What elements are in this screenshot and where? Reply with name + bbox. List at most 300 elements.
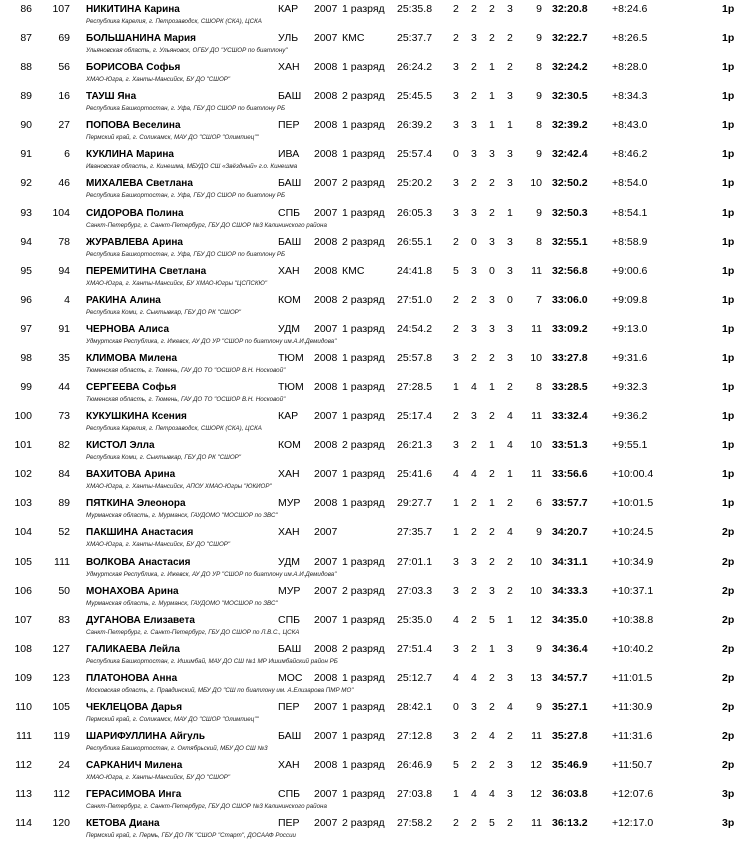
category-rank: 2р [722, 700, 735, 713]
qualification-cell: 1 разряд [342, 555, 385, 568]
shooting-stage-3: 3 [489, 293, 495, 306]
shooting-stage-3: 3 [489, 148, 495, 161]
penalty-total: 8 [536, 119, 542, 132]
birth-year: 2007 [314, 206, 338, 219]
ski-time-cell: 25:41.6 [397, 468, 433, 481]
category-rank: 1р [722, 439, 735, 452]
category-rank: 1р [722, 206, 735, 219]
time-behind: +8:54.1 [612, 206, 648, 219]
ski-time-cell: 27:58.2 [397, 817, 433, 830]
shooting-stage-3: 1 [489, 90, 495, 103]
shooting-stage-4: 3 [507, 642, 513, 655]
region-code: УЛЬ [278, 32, 299, 45]
ski-time-cell: 27:51.4 [397, 642, 433, 655]
athlete-name: ПАКШИНА Анастасия [86, 527, 194, 539]
ski-time-cell: 27:12.8 [397, 730, 433, 742]
ski-time-cell: 26:39.2 [397, 119, 433, 132]
shooting-stage-3: 2 [489, 468, 495, 481]
region-code: МОС [278, 671, 303, 684]
shooting-stage-2: 3 [471, 148, 477, 161]
table-row [0, 233, 750, 262]
birth-year: 2007 [314, 177, 338, 190]
time-behind: +12:17.0 [612, 817, 654, 830]
shooting-stage-2: 4 [471, 381, 477, 394]
ski-time-cell: 24:54.2 [397, 322, 433, 335]
shooting-stage-2: 3 [471, 700, 477, 713]
category-rank: 1р [722, 497, 735, 510]
penalty-total: 10 [530, 555, 542, 568]
bib-number-cell: 91 [58, 322, 70, 335]
table-row [0, 465, 750, 494]
shooting-stage-4: 3 [507, 90, 513, 103]
shooting-stage-3: 3 [489, 235, 495, 248]
ski-time-cell: 26:05.3 [397, 206, 433, 219]
qualification-cell: 2 разряд [342, 90, 385, 103]
penalty-total: 12 [530, 759, 542, 772]
bib-number-cell: 120 [52, 817, 70, 830]
shooting-stage-2: 2 [471, 293, 477, 306]
penalty-total: 11 [531, 322, 542, 335]
shooting-stage-3: 2 [489, 759, 495, 772]
region-code: БАШ [278, 177, 302, 190]
ski-time-cell: 28:42.1 [397, 700, 433, 713]
athlete-name: БОРИСОВА Софья [86, 62, 181, 74]
shooting-stage-1: 2 [453, 32, 459, 45]
penalty-total: 10 [530, 439, 542, 452]
birth-year: 2007 [314, 700, 338, 713]
table-row [0, 87, 750, 116]
athlete-name: КУКУШКИНА Ксения [86, 411, 187, 423]
club-affiliation: Республика Башкортостан, г. Октябрьский, МБУ ДО СШ №3 [86, 745, 268, 752]
shooting-stage-2: 3 [471, 32, 477, 45]
qualification-cell: 1 разряд [342, 700, 385, 713]
shooting-stage-2: 2 [471, 642, 477, 655]
qualification-cell: 1 разряд [342, 3, 385, 15]
penalty-total: 11 [531, 410, 542, 423]
athlete-name: БОЛЬШАНИНА Мария [86, 33, 196, 45]
time-behind: +10:38.8 [612, 613, 654, 626]
qualification-cell: 1 разряд [342, 410, 385, 423]
category-rank: 1р [722, 381, 735, 394]
shooting-stage-4: 3 [507, 235, 513, 248]
time-behind: +8:34.3 [612, 90, 648, 103]
category-rank: 2р [722, 642, 735, 655]
region-code: КОМ [278, 439, 301, 452]
penalty-total: 9 [536, 526, 542, 539]
shooting-stage-1: 0 [453, 700, 459, 713]
qualification-cell: 1 разряд [342, 468, 385, 481]
penalty-total: 10 [530, 584, 542, 597]
shooting-stage-2: 3 [471, 322, 477, 335]
penalty-total: 6 [536, 497, 542, 510]
result-time: 33:09.2 [552, 322, 588, 335]
bib-number-cell: 73 [58, 410, 70, 423]
athlete-name: КУКЛИНА Марина [86, 149, 174, 161]
bib-number-cell: 83 [58, 613, 70, 626]
shooting-stage-2: 2 [471, 61, 477, 74]
birth-year: 2007 [314, 32, 338, 45]
region-code: ПЕР [278, 700, 300, 713]
shooting-stage-1: 4 [453, 671, 459, 684]
birth-year: 2008 [314, 235, 338, 248]
penalty-total: 9 [536, 206, 542, 219]
shooting-stage-4: 2 [507, 817, 513, 830]
category-rank: 1р [722, 177, 735, 190]
birth-year: 2007 [314, 584, 338, 597]
ski-time-cell: 27:28.5 [397, 381, 433, 394]
shooting-stage-3: 1 [489, 497, 495, 510]
birth-year: 2007 [314, 3, 338, 15]
shooting-stage-2: 2 [471, 526, 477, 539]
qualification-cell: 1 разряд [342, 381, 385, 394]
bib-number-cell: 105 [52, 700, 70, 713]
athlete-name: ЧЕРНОВА Алиса [86, 323, 170, 335]
region-code: ИВА [278, 148, 300, 161]
time-behind: +8:26.5 [612, 32, 648, 45]
region-code: ПЕР [278, 119, 300, 132]
qualification-cell: 2 разряд [342, 642, 385, 655]
penalty-total: 9 [536, 148, 542, 161]
shooting-stage-4: 1 [507, 468, 513, 481]
table-row [0, 669, 750, 698]
athlete-name: САРКАНИЧ Милена [86, 760, 183, 772]
club-affiliation: Республика Карелия, г. Петрозаводск, СШОРК (СКА), ЦСКА [86, 18, 262, 25]
athlete-name: МИХАЛЕВА Светлана [86, 178, 193, 190]
shooting-stage-4: 3 [507, 322, 513, 335]
table-row [0, 58, 750, 87]
shooting-stage-3: 2 [489, 206, 495, 219]
athlete-name: ЖУРАВЛЕВА Арина [86, 236, 183, 248]
region-code: ТЮМ [278, 381, 304, 394]
position-cell: 102 [14, 468, 32, 481]
shooting-stage-4: 3 [507, 788, 513, 801]
shooting-stage-3: 2 [489, 32, 495, 45]
category-rank: 2р [722, 613, 735, 626]
qualification-cell: КМС [342, 264, 365, 277]
shooting-stage-4: 4 [507, 439, 513, 452]
category-rank: 2р [722, 526, 735, 539]
birth-year: 2007 [314, 468, 338, 481]
position-cell: 99 [20, 381, 32, 394]
shooting-stage-1: 3 [453, 439, 459, 452]
birth-year: 2008 [314, 381, 338, 394]
result-time: 32:55.1 [552, 235, 588, 248]
shooting-stage-4: 1 [507, 119, 513, 132]
shooting-stage-3: 5 [489, 817, 495, 830]
shooting-stage-1: 1 [453, 381, 459, 394]
athlete-name: ТАУШ Яна [86, 91, 137, 103]
qualification-cell: КМС [342, 32, 365, 45]
shooting-stage-2: 0 [471, 235, 477, 248]
shooting-stage-4: 2 [507, 61, 513, 74]
shooting-stage-3: 5 [489, 613, 495, 626]
penalty-total: 8 [536, 235, 542, 248]
shooting-stage-2: 2 [471, 177, 477, 190]
shooting-stage-2: 3 [471, 410, 477, 423]
shooting-stage-2: 3 [471, 206, 477, 219]
qualification-cell: 1 разряд [342, 119, 385, 132]
bib-number-cell: 27 [58, 119, 70, 132]
table-row [0, 756, 750, 785]
shooting-stage-1: 5 [453, 759, 459, 772]
table-row [0, 116, 750, 145]
shooting-stage-2: 3 [471, 555, 477, 568]
shooting-stage-2: 2 [471, 90, 477, 103]
club-affiliation: Санкт-Петербург, г. Санкт-Петербург, ГБУ ДО СШОР №3 Калининского района [86, 803, 327, 811]
athlete-name: ШАРИФУЛЛИНА Айгуль [86, 731, 206, 742]
qualification-cell: 1 разряд [342, 497, 385, 510]
shooting-stage-3: 2 [489, 351, 495, 364]
shooting-stage-3: 4 [489, 730, 495, 742]
shooting-stage-4: 2 [507, 32, 513, 45]
qualification-cell: 1 разряд [342, 351, 385, 364]
result-time: 32:20.8 [552, 3, 588, 15]
penalty-total: 9 [536, 32, 542, 45]
region-code: ТЮМ [278, 351, 304, 364]
athlete-name: ВАХИТОВА Арина [86, 469, 176, 481]
shooting-stage-3: 1 [489, 642, 495, 655]
table-row [0, 320, 750, 349]
birth-year: 2007 [314, 410, 338, 423]
position-cell: 93 [20, 206, 32, 219]
birth-year: 2008 [314, 439, 338, 452]
club-affiliation: ХМАО-Югра, г. Ханты-Мансийск, АПОУ ХМАО-Югры "ЮКИОР" [86, 483, 272, 491]
ski-time-cell: 29:27.7 [397, 497, 433, 510]
region-code: ХАН [278, 61, 300, 74]
club-affiliation: Республика Коми, г. Сыктывкар, ГБУ ДО РК "СШОР" [86, 308, 242, 316]
birth-year: 2008 [314, 759, 338, 772]
club-affiliation: Ивановская область, г. Кинешма, МБУДО СШ «Звёздный» г.о. Кинешма [86, 163, 298, 171]
shooting-stage-4: 2 [507, 555, 513, 568]
region-code: КАР [278, 3, 299, 15]
club-affiliation: Республика Карелия, г. Петрозаводск, СШОРК (СКА), ЦСКА [86, 425, 262, 433]
bib-number-cell: 6 [64, 148, 70, 161]
penalty-total: 9 [536, 642, 542, 655]
athlete-name: ЧЕКЛЕЦОВА Дарья [86, 701, 183, 713]
bib-number-cell: 94 [58, 264, 70, 277]
category-rank: 1р [722, 322, 735, 335]
time-behind: +8:24.6 [612, 3, 648, 15]
club-affiliation: Мурманская область, г. Мурманск, ГАУДОМО "МОСШОР по ЗВС" [86, 599, 278, 607]
ski-time-cell: 27:51.0 [397, 293, 433, 306]
bib-number-cell: 84 [58, 468, 70, 481]
shooting-stage-2: 2 [471, 351, 477, 364]
club-affiliation: Республика Башкортостан, г. Уфа, ГБУ ДО СШОР по биатлону РБ [86, 250, 286, 258]
shooting-stage-4: 2 [507, 497, 513, 510]
club-affiliation: Московская область, г. Правдинский, МБУ ДО "СШ по биатлону им. А.Елизарова ПМР МО" [86, 686, 354, 694]
time-behind: +10:24.5 [612, 526, 654, 539]
ski-time-cell: 25:45.5 [397, 90, 433, 103]
shooting-stage-1: 3 [453, 555, 459, 568]
region-code: МУР [278, 497, 301, 510]
club-affiliation: ХМАО-Югра, г. Ханты-Мансийск, БУ ДО "СШОР" [86, 76, 231, 84]
position-cell: 86 [20, 3, 32, 15]
shooting-stage-4: 0 [507, 293, 513, 306]
qualification-cell: 2 разряд [342, 817, 385, 830]
time-behind: +8:54.0 [612, 177, 648, 190]
position-cell: 108 [14, 642, 32, 655]
category-rank: 1р [722, 293, 735, 306]
region-code: ХАН [278, 526, 300, 539]
penalty-total: 12 [530, 613, 542, 626]
position-cell: 95 [20, 264, 32, 277]
bib-number-cell: 123 [52, 671, 70, 684]
position-cell: 109 [14, 671, 32, 684]
result-time: 35:46.9 [552, 759, 588, 772]
category-rank: 1р [722, 235, 735, 248]
penalty-total: 11 [531, 264, 542, 277]
shooting-stage-2: 4 [471, 788, 477, 801]
birth-year: 2008 [314, 90, 338, 103]
shooting-stage-1: 3 [453, 177, 459, 190]
region-code: БАШ [278, 235, 302, 248]
shooting-stage-1: 3 [453, 584, 459, 597]
position-cell: 91 [20, 148, 32, 161]
category-rank: 1р [722, 148, 735, 161]
birth-year: 2007 [314, 730, 338, 742]
shooting-stage-1: 4 [453, 613, 459, 626]
position-cell: 110 [15, 700, 32, 713]
qualification-cell: 2 разряд [342, 177, 385, 190]
ski-time-cell: 25:17.4 [397, 410, 433, 423]
table-row [0, 291, 750, 320]
category-rank: 1р [722, 351, 735, 364]
category-rank: 1р [722, 468, 735, 481]
result-time: 34:36.4 [552, 642, 588, 655]
athlete-name: КИСТОЛ Элла [86, 440, 155, 452]
result-time: 34:20.7 [552, 526, 588, 539]
shooting-stage-4: 4 [507, 410, 513, 423]
time-behind: +8:46.2 [612, 148, 648, 161]
club-affiliation: Республика Башкортостан, г. Уфа, ГБУ ДО СШОР по биатлону РБ [86, 105, 286, 113]
club-affiliation: Удмуртская Республика, г. Ижевск, АУ ДО УР "СШОР по биатлону им.А.И.Демидова" [86, 337, 337, 345]
table-row [0, 523, 750, 552]
position-cell: 98 [20, 351, 32, 364]
qualification-cell: 1 разряд [342, 206, 385, 219]
result-time: 33:06.0 [552, 293, 588, 306]
time-behind: +9:36.2 [612, 410, 648, 423]
shooting-stage-3: 2 [489, 700, 495, 713]
time-behind: +9:31.6 [612, 351, 648, 364]
shooting-stage-4: 2 [507, 381, 513, 394]
position-cell: 97 [20, 322, 32, 335]
club-affiliation: Республика Башкортостан, г. Ишимбай, МАУ ДО СШ №1 МР Ишимбайский район РБ [86, 657, 338, 665]
shooting-stage-3: 3 [489, 322, 495, 335]
ski-time-cell: 27:35.7 [397, 526, 433, 539]
position-cell: 87 [20, 32, 32, 45]
athlete-name: СИДОРОВА Полина [86, 207, 184, 219]
table-row [0, 29, 750, 58]
shooting-stage-2: 2 [471, 759, 477, 772]
ski-time-cell: 24:41.8 [397, 264, 433, 277]
shooting-stage-1: 1 [453, 788, 459, 801]
table-row [0, 349, 750, 378]
bib-number-cell: 127 [52, 642, 70, 655]
time-behind: +10:01.5 [612, 497, 654, 510]
result-time: 32:50.2 [552, 177, 588, 190]
club-affiliation: Тюменская область, г. Тюмень, ГАУ ДО ТО "ОСШОР В.Н. Носковой" [86, 396, 286, 404]
result-time: 32:30.5 [552, 90, 588, 103]
region-code: МУР [278, 584, 301, 597]
position-cell: 114 [15, 817, 32, 830]
birth-year: 2008 [314, 264, 338, 277]
penalty-total: 9 [536, 3, 542, 15]
region-code: БАШ [278, 730, 302, 742]
qualification-cell: 1 разряд [342, 730, 385, 742]
shooting-stage-3: 1 [489, 119, 495, 132]
table-row [0, 0, 750, 29]
qualification-cell: 2 разряд [342, 293, 385, 306]
position-cell: 107 [14, 613, 32, 626]
shooting-stage-2: 3 [471, 264, 477, 277]
bib-number-cell: 89 [58, 497, 70, 510]
qualification-cell: 2 разряд [342, 235, 385, 248]
time-behind: +11:31.6 [612, 730, 653, 742]
club-affiliation: Республика Башкортостан, г. Уфа, ГБУ ДО СШОР по биатлону РБ [86, 192, 286, 200]
shooting-stage-3: 1 [489, 381, 495, 394]
table-row [0, 436, 750, 465]
time-behind: +10:40.2 [612, 642, 654, 655]
club-affiliation: Тюменская область, г. Тюмень, ГАУ ДО ТО "ОСШОР В.Н. Носковой" [86, 366, 286, 374]
club-affiliation: Пермский край, г. Соликамск, МАУ ДО "СШОР "Олимпиец"" [86, 134, 259, 142]
qualification-cell: 1 разряд [342, 148, 385, 161]
region-code: УДМ [278, 322, 301, 335]
shooting-stage-1: 2 [453, 322, 459, 335]
shooting-stage-1: 3 [453, 730, 459, 742]
shooting-stage-2: 3 [471, 119, 477, 132]
club-affiliation: ХМАО-Югра, г. Ханты-Мансийск, БУ ДО "СШОР" [86, 774, 231, 782]
position-cell: 113 [15, 788, 32, 801]
region-code: СПБ [278, 788, 301, 801]
position-cell: 92 [20, 177, 32, 190]
club-affiliation: Пермский край, г. Соликамск, МАУ ДО "СШОР "Олимпиец"" [86, 715, 259, 723]
table-row [0, 174, 750, 203]
penalty-total: 10 [530, 351, 542, 364]
region-code: КОМ [278, 293, 301, 306]
club-affiliation: Санкт-Петербург, г. Санкт-Петербург, ГБУ ДО СШОР по Л.В.С., ЦСКА [86, 628, 300, 636]
bib-number-cell: 24 [58, 759, 70, 772]
birth-year: 2007 [314, 788, 338, 801]
bib-number-cell: 112 [53, 788, 70, 801]
shooting-stage-2: 2 [471, 439, 477, 452]
shooting-stage-1: 2 [453, 293, 459, 306]
position-cell: 105 [14, 555, 32, 568]
shooting-stage-3: 2 [489, 555, 495, 568]
position-cell: 112 [15, 759, 32, 772]
position-cell: 88 [20, 61, 32, 74]
athlete-name: ГЕРАСИМОВА Инга [86, 789, 182, 801]
result-time: 33:57.7 [552, 497, 588, 510]
athlete-name: МОНАХОВА Арина [86, 585, 179, 597]
shooting-stage-2: 2 [471, 613, 477, 626]
club-affiliation: ХМАО-Югра, г. Ханты-Мансийск, БУ ДО "СШОР" [86, 541, 231, 549]
ski-time-cell: 25:20.2 [397, 177, 433, 190]
birth-year: 2008 [314, 293, 338, 306]
qualification-cell: 1 разряд [342, 61, 385, 74]
penalty-total: 11 [531, 468, 542, 481]
shooting-stage-1: 3 [453, 119, 459, 132]
result-time: 34:57.7 [552, 671, 588, 684]
region-code: ХАН [278, 264, 300, 277]
shooting-stage-1: 2 [453, 410, 459, 423]
time-behind: +11:01.5 [612, 671, 653, 684]
club-affiliation: Санкт-Петербург, г. Санкт-Петербург, ГБУ ДО СШОР №3 Калининского района [86, 221, 327, 229]
ski-time-cell: 25:37.7 [397, 32, 433, 45]
category-rank: 1р [722, 61, 735, 74]
region-code: ХАН [278, 759, 300, 772]
ski-time-cell: 26:46.9 [397, 759, 433, 772]
category-rank: 2р [722, 730, 735, 742]
